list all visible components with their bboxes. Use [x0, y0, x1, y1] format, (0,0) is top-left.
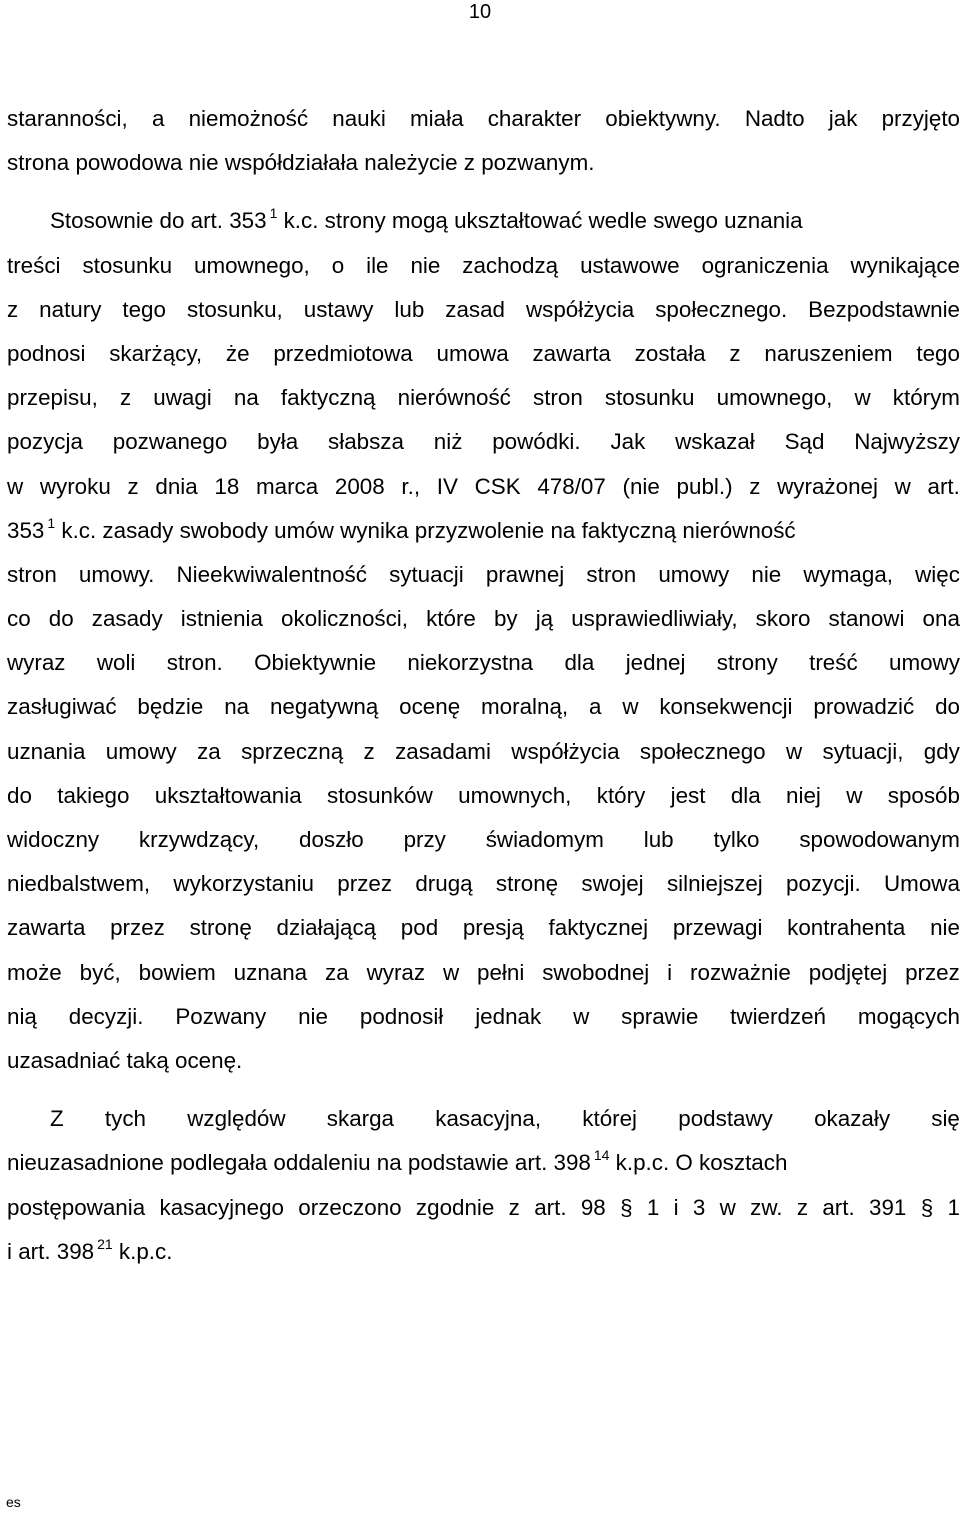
text-line: pozycja pozwanego była słabsza niż powódki. Jak wskazał Sąd Najwyższy	[7, 429, 960, 455]
text-line: niedbalstwem, wykorzystaniu przez drugą stronę swojej silniejszej pozycji. Umowa	[7, 871, 960, 897]
text-line: zawarta przez stronę działającą pod presją faktycznej przewagi kontrahenta nie	[7, 915, 960, 941]
text-line: Z tych względów skarga kasacyjna, której podstawy okazały się	[50, 1106, 960, 1132]
text-line: stron umowy. Nieekwiwalentność sytuacji prawnej stron umowy nie wymaga, więc	[7, 561, 960, 587]
text-line: co do zasady istnienia okoliczności, które by ją usprawiedliwiały, skoro stanowi ona	[7, 606, 960, 632]
text-line: Stosownie do art. 353 $^1$ k.c. strony mogą ukształtować wedle swego uznania	[50, 205, 803, 234]
text-line: do takiego ukształtowania stosunków umownych, który jest dla niej w sposób	[7, 782, 960, 808]
footer-initials: es	[6, 1494, 21, 1510]
text-line: postępowania kasacyjnego orzeczono zgodnie z art. 98 § 1 i 3 w zw. z art. 391 § 1	[7, 1194, 960, 1220]
text-line: uznania umowy za sprzeczną z zasadami współżycia społecznego w sytuacji, gdy	[7, 738, 960, 764]
text-line: podnosi skarżący, że przedmiotowa umowa zawarta została z naruszeniem tego	[7, 340, 960, 366]
text-line: uzasadniać taką ocenę.	[7, 1047, 243, 1073]
superscript: 14	[593, 1147, 610, 1164]
text-line: przepisu, z uwagi na faktyczną nierówność stron stosunku umownego, w którym	[7, 385, 960, 411]
text-line: nią decyzji. Pozwany nie podnosił jednak w sprawie twierdzeń mogących	[7, 1003, 960, 1029]
text-line: może być, bowiem uznana za wyraz w pełni swobodnej i rozważnie podjętej przez	[7, 959, 960, 985]
text-line: widoczny krzywdzący, doszło przy świadomym lub tylko spowodowanym	[7, 827, 960, 852]
page-number: 10	[468, 1, 492, 23]
text-line: strona powodowa nie współdziałała należycie z pozwanym.	[7, 150, 595, 176]
text-line: z natury tego stosunku, ustawy lub zasad współżycia społecznego. Bezpodstawnie	[7, 296, 960, 322]
paragraph-gap	[7, 185, 960, 199]
superscript: 1	[47, 514, 56, 531]
superscript: 21	[97, 1235, 113, 1252]
text-line: i art. 398 $^{21}$ k.p.c.	[7, 1235, 173, 1264]
superscript: 1	[269, 205, 278, 222]
text-line: staranności, a niemożność nauki miała charakter obiektywny. Nadto jak przyjęto	[7, 106, 960, 131]
text-line: treści stosunku umownego, o ile nie zachodzą ustawowe ograniczenia wynikające	[7, 252, 960, 278]
text-line: zasługiwać będzie na negatywną ocenę moralną, a w konsekwencji prowadzić do	[7, 694, 960, 720]
text-line: wyraz woli stron. Obiektywnie niekorzystna dla jednej strony treść umowy	[7, 650, 960, 676]
judgment-text	[7, 97, 960, 1274]
text-line: nieuzasadnione podlegała oddaleniu na podstawie art. 398 $^{14}$ k.p.c. O kosztach	[7, 1147, 788, 1176]
text-line: 353 $^1$ k.c. zasady swobody umów wynika przyzwolenie na faktyczną nierówność	[7, 514, 796, 543]
text-line: w wyroku z dnia 18 marca 2008 r., IV CSK 478/07 (nie publ.) z wyrażonej w art.	[7, 473, 960, 499]
paragraph-gap	[7, 1083, 960, 1097]
